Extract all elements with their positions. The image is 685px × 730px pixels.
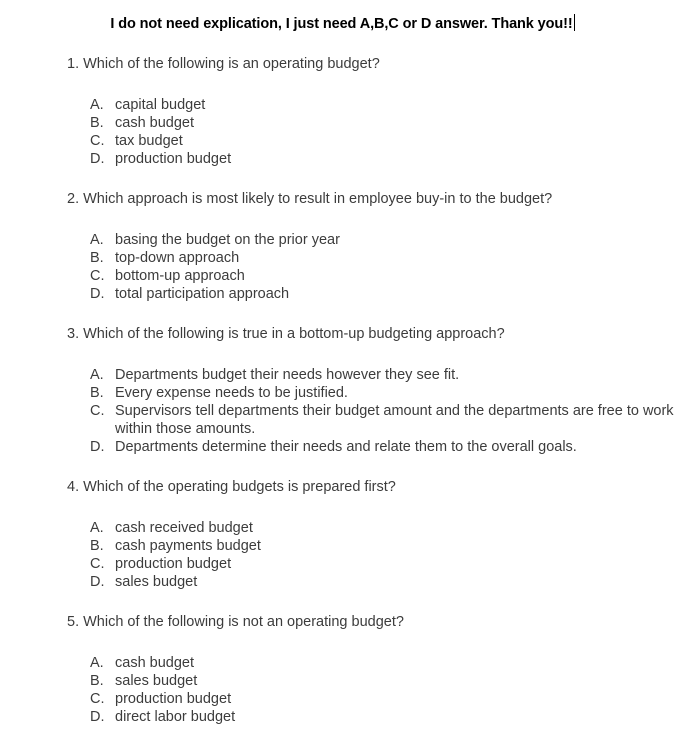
option-c[interactable]	[90, 267, 677, 285]
option-letter: B.	[90, 115, 104, 131]
option-text: cash budget	[115, 655, 195, 671]
option-list	[90, 96, 677, 168]
option-c[interactable]	[90, 555, 677, 573]
option-list	[90, 231, 677, 303]
option-letter: C.	[90, 268, 105, 284]
option-list	[90, 366, 677, 456]
option-list	[90, 654, 677, 726]
option-c[interactable]	[90, 402, 677, 438]
option-d[interactable]	[90, 150, 677, 168]
question-text: 1. Which of the following is an operating budget?	[67, 56, 380, 72]
option-text: cash received budget	[115, 520, 253, 536]
option-text: sales budget	[115, 673, 198, 689]
option-a[interactable]	[90, 231, 677, 249]
question-4	[67, 478, 677, 591]
option-a[interactable]	[90, 366, 677, 384]
question-text: 2. Which approach is most likely to result in employee buy-in to the budget?	[67, 191, 553, 207]
option-letter: D.	[90, 286, 105, 302]
option-letter: B.	[90, 673, 104, 689]
option-letter: C.	[90, 403, 105, 419]
question-2	[67, 190, 677, 303]
option-letter: A.	[90, 520, 104, 536]
option-letter: B.	[90, 385, 104, 401]
question-1	[67, 55, 677, 168]
option-c[interactable]	[90, 132, 677, 150]
header-text: I do not need explication, I just need A,B,C or D answer. Thank you!!	[110, 16, 573, 32]
option-text: sales budget	[115, 574, 198, 590]
option-letter: D.	[90, 709, 105, 725]
question-text: 4. Which of the operating budgets is prepared first?	[67, 479, 396, 495]
option-letter: D.	[90, 439, 105, 455]
question-5	[67, 613, 677, 726]
option-list	[90, 519, 677, 591]
option-text: Departments determine their needs and relate them to the overall goals.	[115, 439, 577, 455]
option-b[interactable]	[90, 114, 677, 132]
option-c[interactable]	[90, 690, 677, 708]
option-letter: D.	[90, 151, 105, 167]
option-letter: A.	[90, 655, 104, 671]
option-letter: A.	[90, 97, 104, 113]
option-letter: D.	[90, 574, 105, 590]
page-header	[0, 14, 685, 32]
option-letter: B.	[90, 538, 104, 554]
option-letter: B.	[90, 250, 104, 266]
option-text: capital budget	[115, 97, 206, 113]
option-b[interactable]	[90, 249, 677, 267]
option-letter: C.	[90, 556, 105, 572]
option-a[interactable]	[90, 96, 677, 114]
option-b[interactable]	[90, 672, 677, 690]
option-text: Every expense needs to be justified.	[115, 385, 348, 401]
question-text: 3. Which of the following is true in a bottom-up budgeting approach?	[67, 326, 505, 342]
option-text: cash budget	[115, 115, 195, 131]
question-text: 5. Which of the following is not an operating budget?	[67, 614, 404, 630]
option-text: production budget	[115, 691, 232, 707]
option-letter: C.	[90, 133, 105, 149]
option-d[interactable]	[90, 285, 677, 303]
option-text: total participation approach	[115, 286, 290, 302]
option-text: production budget	[115, 556, 232, 572]
option-text: direct labor budget	[115, 709, 236, 725]
option-letter: A.	[90, 367, 104, 383]
option-text: Departments budget their needs however they see fit.	[115, 367, 460, 383]
option-text: cash payments budget	[115, 538, 261, 554]
option-letter: A.	[90, 232, 104, 248]
option-d[interactable]	[90, 708, 677, 726]
option-text: production budget	[115, 151, 232, 167]
option-b[interactable]	[90, 384, 677, 402]
option-text: tax budget	[115, 133, 183, 149]
option-a[interactable]	[90, 519, 677, 537]
text-cursor	[574, 14, 575, 31]
option-d[interactable]	[90, 573, 677, 591]
option-text: basing the budget on the prior year	[115, 232, 340, 248]
option-b[interactable]	[90, 537, 677, 555]
option-d[interactable]	[90, 438, 677, 456]
option-a[interactable]	[90, 654, 677, 672]
option-text: bottom-up approach	[115, 268, 245, 284]
option-text: Supervisors tell departments their budget amount and the departments are free to work within those amounts.	[115, 403, 674, 437]
option-text: top-down approach	[115, 250, 240, 266]
question-3	[67, 325, 677, 456]
option-letter: C.	[90, 691, 105, 707]
